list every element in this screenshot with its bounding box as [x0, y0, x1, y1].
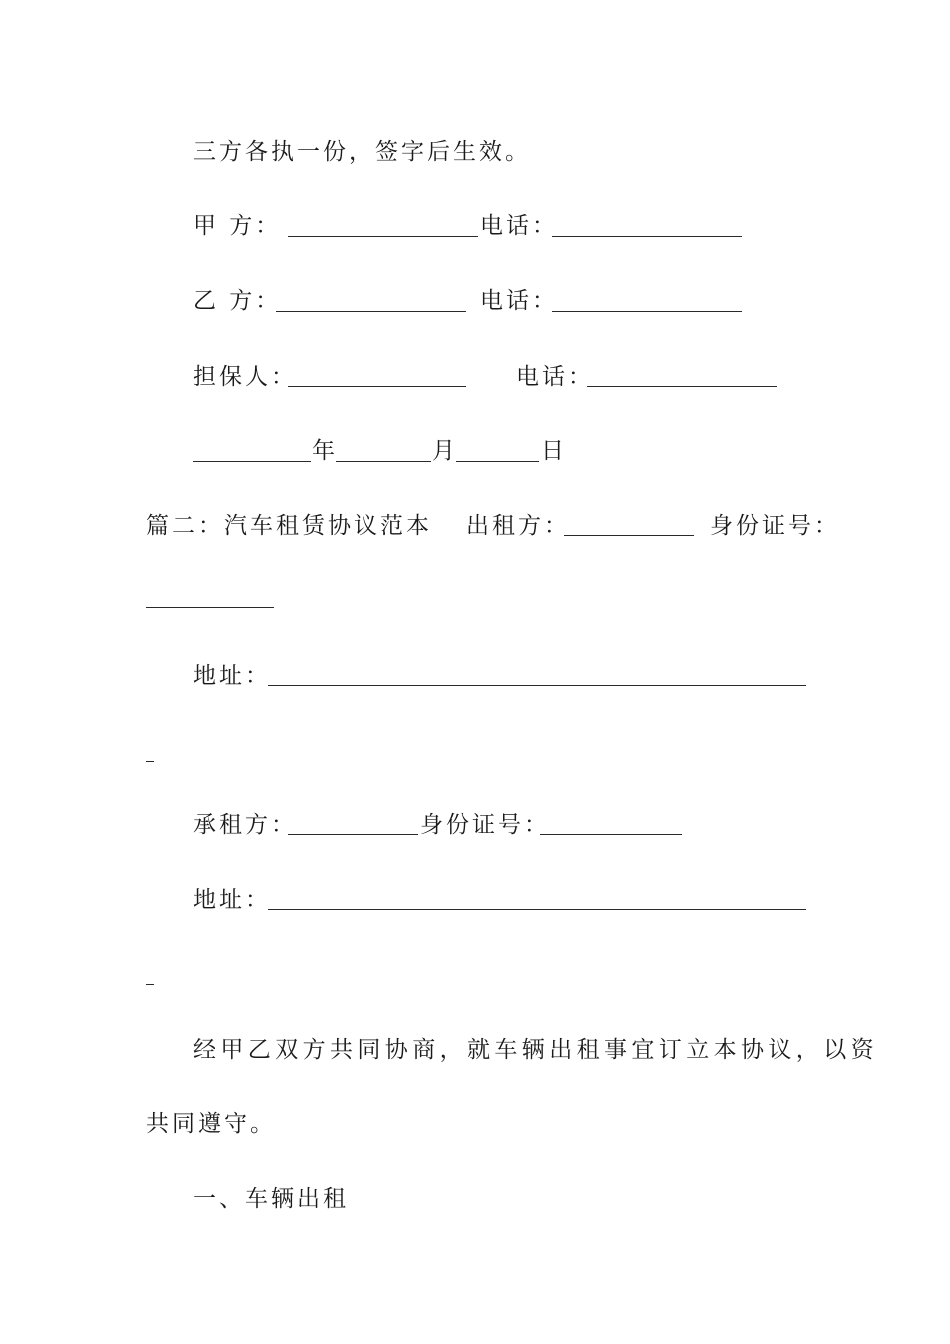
section2-title: 篇二：汽车租赁协议范本 — [146, 513, 432, 539]
year-blank — [193, 461, 311, 462]
guarantor-phone-blank — [587, 386, 777, 387]
lessor-blank — [564, 535, 694, 536]
day-blank — [456, 461, 539, 462]
agreement-paragraph-line1: 经甲乙双方共同协商，就车辆出租事宜订立本协议，以资 — [193, 1037, 878, 1063]
party-a-label: 甲 方： — [193, 213, 282, 239]
lessor-address-blank-continuation — [146, 761, 154, 762]
lessor-id-label: 身份证号： — [710, 513, 840, 539]
lessor-address-blank — [268, 685, 806, 686]
party-a-blank — [288, 236, 478, 237]
lessee-id-label: 身份证号： — [420, 812, 550, 838]
lessor-address-label: 地址： — [193, 663, 271, 689]
section-1-heading: 一、车辆出租 — [193, 1186, 349, 1212]
party-a-phone-label: 电话： — [480, 213, 558, 239]
lessee-address-blank — [268, 909, 806, 910]
party-b-phone-label: 电话： — [480, 288, 558, 314]
guarantor-label: 担保人： — [193, 364, 297, 390]
guarantor-phone-label: 电话： — [516, 364, 594, 390]
month-label: 月 — [432, 438, 458, 464]
agreement-paragraph-line2: 共同遵守。 — [146, 1111, 276, 1137]
party-b-label: 乙 方： — [193, 288, 282, 314]
lessor-label: 出租方： — [466, 513, 570, 539]
month-blank — [336, 461, 431, 462]
closing-clause: 三方各执一份，签字后生效。 — [193, 139, 531, 165]
lessor-id-blank — [146, 607, 274, 608]
lessee-address-blank-continuation — [146, 984, 154, 985]
lessee-id-blank — [540, 834, 682, 835]
lessee-blank — [288, 834, 418, 835]
guarantor-blank — [288, 386, 466, 387]
party-b-phone-blank — [552, 311, 742, 312]
lessee-address-label: 地址： — [193, 887, 271, 913]
party-a-phone-blank — [552, 236, 742, 237]
year-label: 年 — [312, 438, 338, 464]
lessee-label: 承租方： — [193, 812, 297, 838]
party-b-blank — [276, 311, 466, 312]
day-label: 日 — [541, 438, 567, 464]
